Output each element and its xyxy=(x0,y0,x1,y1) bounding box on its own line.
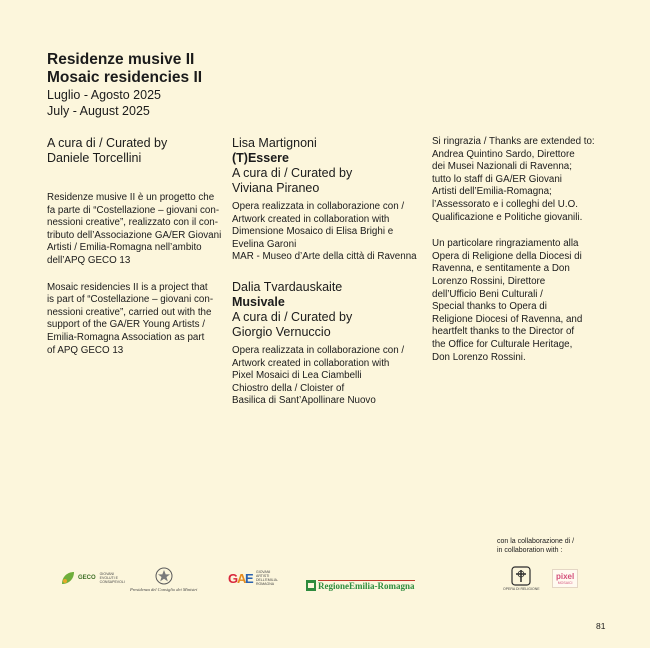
text-line: Opera realizzata in collaborazione con / xyxy=(232,201,405,212)
text-line: support of the GA/ER Young Artists / xyxy=(47,319,205,331)
artwork-credits xyxy=(232,345,427,408)
artist-entry-martignoni xyxy=(232,136,427,264)
artist-name: Lisa Martignoni xyxy=(232,136,317,150)
governo-caption: Presidenza del Consiglio dei Ministri xyxy=(130,587,198,592)
artist-entry-tvardauskaite xyxy=(232,280,427,408)
text-line: Evelina Garoni xyxy=(232,238,297,250)
text-line: Lorenzo Rossini, Direttore xyxy=(432,275,546,287)
collab-label-italian: con la collaborazione di / xyxy=(497,538,575,545)
text-line: tributo dell’Associazione GA/ER Giovani xyxy=(47,229,222,241)
text-line: Andrea Quintino Sardo, Direttore xyxy=(432,148,575,160)
regione-logo xyxy=(306,580,415,591)
column-curator-info xyxy=(47,136,227,357)
text-line: Qualificazione e Politiche giovanili. xyxy=(432,211,583,223)
text-line: Mosaic residencies II is a project that xyxy=(47,281,208,293)
text-line: the Office for Culturale Heritage, xyxy=(432,338,573,350)
text-line: is part of “Costellazione – giovani con- xyxy=(47,294,214,306)
svg-text:G: G xyxy=(228,571,239,586)
regione-emblem-icon xyxy=(306,580,316,591)
text-line: Ravenna, e sentitamente a Don xyxy=(432,263,570,275)
date-italian: Luglio - Agosto 2025 xyxy=(47,88,161,102)
special-thanks-paragraph xyxy=(432,238,627,364)
text-line: Artisti / Emilia-Romagna nell’ambito xyxy=(47,242,202,254)
column-acknowledgements xyxy=(432,136,627,364)
gaer-subtitle: GIOVANI ARTISTI DELL'EMILIA-ROMAGNA xyxy=(256,570,279,586)
text-line: dell’Ufficio Beni Culturali / xyxy=(432,288,543,300)
opera-religione-caption: OPERA DI RELIGIONE xyxy=(503,587,540,591)
text-line: of APQ GECO 13 xyxy=(47,344,124,356)
text-line: nessioni creative”, realizzato con il con- xyxy=(47,217,218,229)
artist-name: Dalia Tvardauskaite xyxy=(232,279,343,294)
pixel-subtitle: MOSAICI xyxy=(557,581,573,585)
collab-label-english: in collaboration with : xyxy=(497,547,563,554)
curated-by-label: A cura di / Curated by xyxy=(47,136,168,150)
text-line: Opera di Religione della Diocesi di xyxy=(432,250,582,262)
project-description-italian xyxy=(47,192,227,268)
artwork-title: Musivale xyxy=(232,294,285,309)
text-line: Emilia-Romagna Association as part xyxy=(47,331,205,343)
text-line: tutto lo staff di GA/ER Giovani xyxy=(432,173,562,185)
column-artists xyxy=(232,136,427,408)
opera-religione-emblem-icon xyxy=(511,566,531,586)
geco-leaf-icon xyxy=(60,570,76,586)
text-line: Dimensione Mosaico di Elisa Brighi e xyxy=(232,226,394,238)
curated-by-label: A cura di / Curated by xyxy=(232,309,353,324)
artwork-title: (T)Essere xyxy=(232,151,289,165)
title-block xyxy=(47,51,247,119)
svg-text:A: A xyxy=(237,571,247,586)
text-line: Pixel Mosaici di Lea Ciambelli xyxy=(232,370,362,382)
gaer-logo xyxy=(228,570,279,586)
title-italian: Residenze musive II xyxy=(47,51,195,68)
regione-wordmark: RegioneEmilia-Romagna xyxy=(318,581,415,591)
title-english: Mosaic residencies II xyxy=(47,69,203,86)
text-line: Basilica di Sant’Apollinare Nuovo xyxy=(232,395,376,407)
project-description-english xyxy=(47,282,227,358)
text-line: Artwork created in collaboration with xyxy=(232,357,390,369)
text-line: Don Lorenzo Rossini. xyxy=(432,351,526,363)
text-line: Religione Diocesi of Ravenna, and xyxy=(432,313,583,325)
italian-emblem-icon xyxy=(154,566,174,586)
geco-logo xyxy=(60,570,126,586)
text-line: fa parte di “Costellazione – giovani con- xyxy=(47,204,220,216)
text-line: MAR - Museo d’Arte della città di Ravenna xyxy=(232,251,417,263)
gaer-mark-icon xyxy=(228,570,254,586)
svg-text:E: E xyxy=(245,571,254,586)
curator-name: Giorgio Vernuccio xyxy=(232,324,331,339)
text-line: nessioni creative”, carried out with the xyxy=(47,306,212,318)
text-line: Chiostro della / Cloister of xyxy=(232,382,345,394)
geco-wordmark: GECO xyxy=(78,574,96,581)
text-line: Un particolare ringraziamento alla xyxy=(432,238,579,250)
text-line: Si ringrazia / Thanks are extended to: xyxy=(432,136,595,147)
curator-name: Viviana Piraneo xyxy=(232,181,320,195)
thanks-paragraph xyxy=(432,136,627,224)
collaboration-note xyxy=(497,537,637,555)
text-line: Artisti dell’Emilia-Romagna; xyxy=(432,186,552,198)
curator-name: Daniele Torcellini xyxy=(47,151,142,165)
governo-logo xyxy=(130,566,197,592)
geco-subtitle: GIOVANI EVOLUTI E CONSAPEVOLI xyxy=(99,572,125,584)
page-number: 81 xyxy=(596,621,606,631)
text-line: Opera realizzata in collaborazione con / xyxy=(232,344,405,356)
text-line: heartfelt thanks to the Director of xyxy=(432,326,575,338)
text-line: l’Assessorato e i colleghi del U.O. xyxy=(432,198,578,210)
curated-by-label: A cura di / Curated by xyxy=(232,166,353,180)
date-english: July - August 2025 xyxy=(47,104,150,118)
text-line: Artwork created in collaboration with xyxy=(232,213,390,225)
opera-religione-logo xyxy=(503,566,540,591)
pixel-wordmark: pixel xyxy=(556,572,575,581)
text-line: Residenze musive II è un progetto che xyxy=(47,192,215,203)
text-line: dell’APQ GECO 13 xyxy=(47,254,131,266)
artwork-credits xyxy=(232,201,427,264)
pixel-mosaici-logo xyxy=(552,569,578,588)
text-line: Special thanks to Opera di xyxy=(432,301,547,313)
text-line: dei Musei Nazionali di Ravenna; xyxy=(432,161,572,173)
